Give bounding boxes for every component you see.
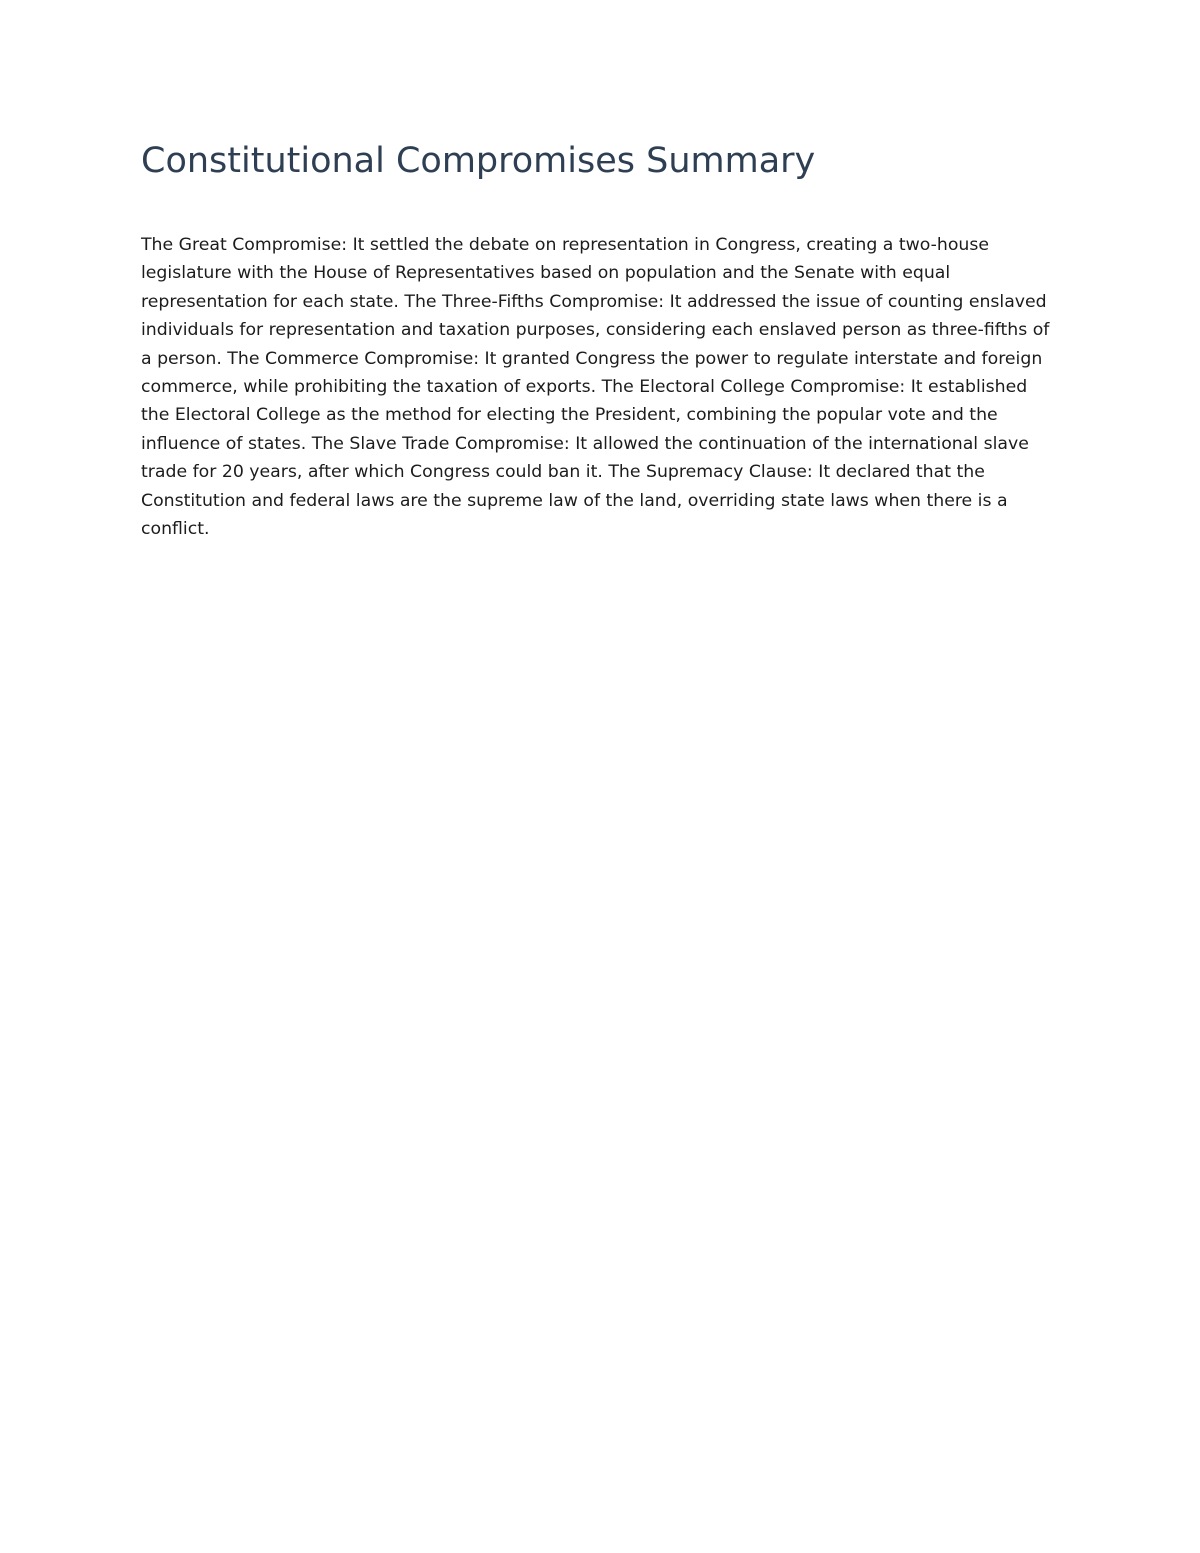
paragraph-line: The Great Compromise: It settled the debate on representation in Congress, creating a two-house (141, 235, 990, 255)
paragraph-line: representation for each state. The Three-Fifths Compromise: It addressed the issue of counting enslaved (141, 291, 1047, 312)
paragraph-line: commerce, while prohibiting the taxation of exports. The Electoral College Compromise: It established (141, 377, 1028, 398)
paragraph-line: conflict. (141, 519, 210, 540)
paragraph-line: individuals for representation and taxation purposes, considering each enslaved person as three-fifths of (141, 320, 1050, 341)
paragraph-line: Constitution and federal laws are the supreme law of the land, overriding state laws when there is a (141, 490, 1008, 511)
summary-paragraph (141, 231, 1076, 543)
document-title: Constitutional Compromises Summary (141, 141, 816, 181)
paragraph-line: a person. The Commerce Compromise: It granted Congress the power to regulate interstate and foreign (141, 348, 1043, 369)
paragraph-line: influence of states. The Slave Trade Compromise: It allowed the continuation of the international slave (141, 433, 1029, 454)
paragraph-line: legislature with the House of Representatives based on population and the Senate with equal (141, 263, 951, 284)
paragraph-line: trade for 20 years, after which Congress could ban it. The Supremacy Clause: It declared that the (141, 462, 985, 483)
paragraph-line: the Electoral College as the method for electing the President, combining the popular vote and the (141, 405, 998, 426)
